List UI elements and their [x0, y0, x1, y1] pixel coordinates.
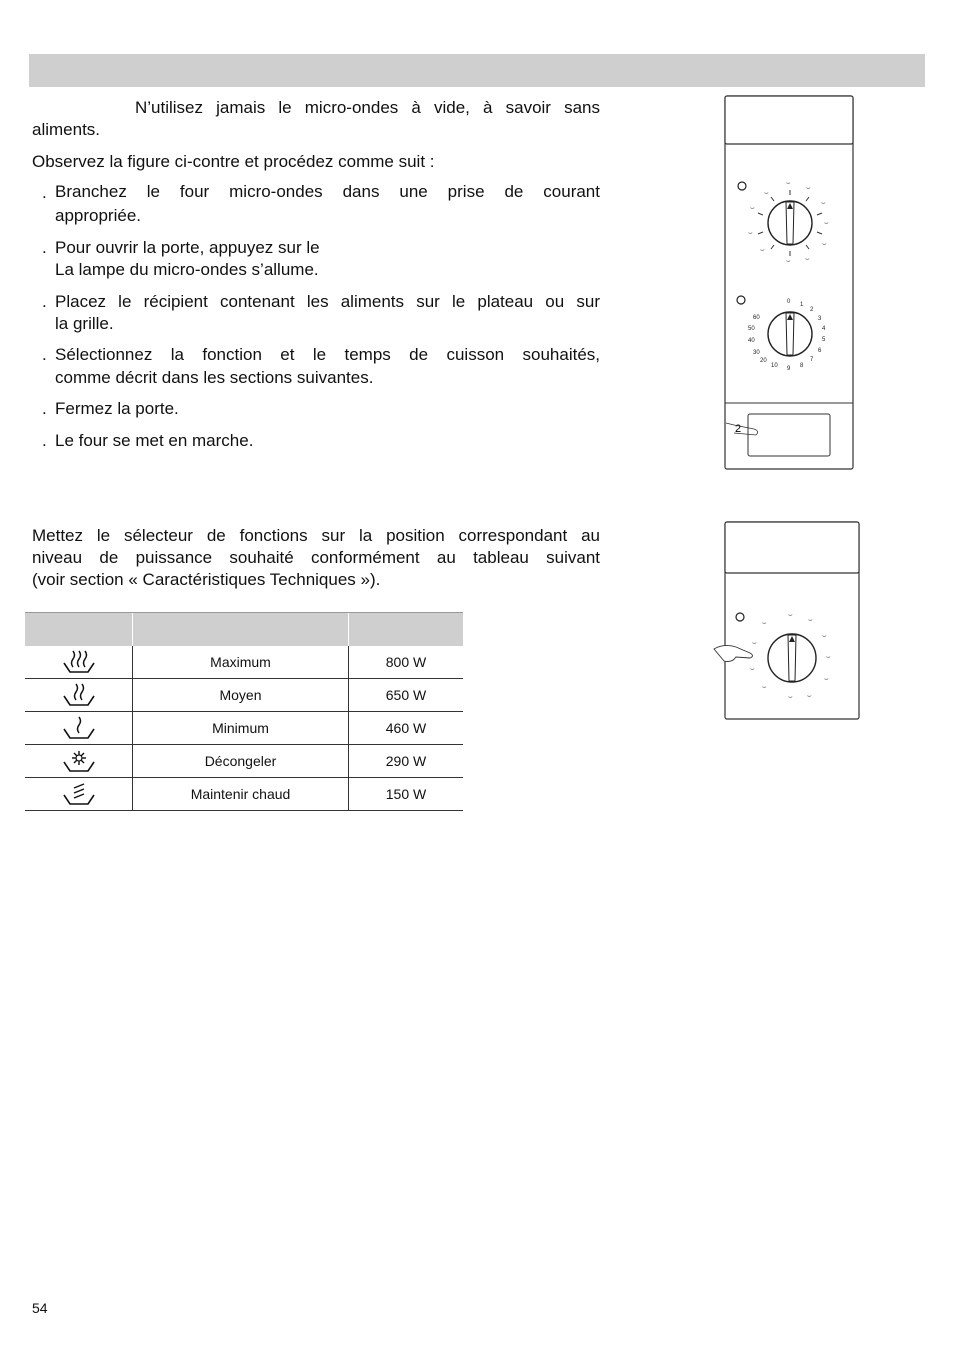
timer-label: 1	[800, 302, 804, 308]
button-number-label: 2	[735, 423, 742, 435]
table-row	[25, 778, 463, 811]
table-cell-power: 290 W	[349, 745, 464, 778]
step-bullet: .	[42, 345, 47, 364]
table-cell-level: Maintenir chaud	[133, 778, 349, 811]
step-4-line2: comme décrit dans les sections suivantes.	[55, 368, 374, 387]
svg-text:⌣: ⌣	[786, 257, 791, 265]
table-cell-icon	[25, 778, 133, 811]
step-5-line1: Fermez la porte.	[55, 399, 179, 418]
timer-label: 2	[810, 307, 814, 313]
svg-text:⌣: ⌣	[821, 199, 826, 207]
table-row	[25, 646, 463, 679]
table-header-cell	[133, 613, 349, 647]
control-panel-figure	[720, 95, 860, 471]
svg-text:⌣: ⌣	[822, 632, 827, 640]
timer-label: 0	[787, 299, 791, 305]
heat-min-icon	[61, 713, 97, 741]
table-cell-level: Minimum	[133, 712, 349, 745]
warning-text-continued: aliments.	[32, 120, 101, 139]
svg-text:⌣: ⌣	[822, 240, 827, 248]
timer-label: 50	[748, 326, 755, 332]
observe-instruction: Observez la figure ci-contre et procédez comme suit :	[32, 152, 435, 171]
timer-label: 4	[822, 326, 826, 332]
svg-text:⌣: ⌣	[752, 639, 757, 647]
table-row	[25, 745, 463, 778]
panel-display	[725, 96, 853, 144]
svg-text:⌣: ⌣	[786, 179, 791, 187]
svg-text:⌣: ⌣	[788, 611, 793, 619]
step-3-line1: Placez le récipient contenant les aliments sur le plateau ou sur	[55, 292, 600, 311]
power-level-table	[25, 612, 463, 811]
table-header-cell	[349, 613, 464, 647]
timer-label: 10	[771, 363, 778, 369]
table-header-cell	[25, 613, 133, 647]
svg-text:⌣: ⌣	[824, 219, 829, 227]
svg-text:⌣: ⌣	[788, 693, 793, 701]
step-6-line1: Le four se met en marche.	[55, 431, 254, 450]
power-instruction-line1: Mettez le sélecteur de fonctions sur la position correspondant au	[32, 526, 600, 545]
step-bullet: .	[42, 399, 47, 418]
panel-outline	[725, 96, 853, 469]
timer-label: 8	[800, 363, 804, 369]
table-cell-icon	[25, 679, 133, 712]
table-cell-level: Décongeler	[133, 745, 349, 778]
defrost-icon	[61, 746, 97, 774]
table-cell-power: 460 W	[349, 712, 464, 745]
timer-label: 5	[822, 337, 826, 343]
step-1-line2: appropriée.	[55, 206, 142, 225]
step-bullet: .	[42, 238, 47, 257]
table-cell-icon	[25, 646, 133, 679]
warning-text: N’utilisez jamais le micro-ondes à vide, à savoir sans	[135, 98, 600, 117]
timer-label: 7	[810, 357, 814, 363]
svg-text:⌣: ⌣	[750, 665, 755, 673]
keep-warm-icon	[61, 779, 97, 807]
table-cell-power: 800 W	[349, 646, 464, 679]
step-bullet: .	[42, 431, 47, 450]
svg-text:⌣: ⌣	[808, 616, 813, 624]
timer-label: 20	[760, 358, 767, 364]
svg-text:⌣: ⌣	[762, 619, 767, 627]
timer-label: 3	[818, 316, 822, 322]
panel-display	[725, 522, 859, 573]
table-cell-power: 650 W	[349, 679, 464, 712]
heat-max-icon	[61, 647, 97, 675]
step-bullet: .	[42, 183, 47, 202]
section-header-bar	[29, 54, 925, 87]
svg-text:⌣: ⌣	[824, 675, 829, 683]
step-bullet: .	[42, 292, 47, 311]
step-3-line2: la grille.	[55, 314, 114, 333]
table-cell-power: 150 W	[349, 778, 464, 811]
svg-text:⌣: ⌣	[760, 246, 765, 254]
table-row	[25, 712, 463, 745]
timer-label: 40	[748, 338, 755, 344]
svg-text:⌣: ⌣	[807, 692, 812, 700]
function-selector-figure	[712, 521, 864, 723]
step-1-line1: Branchez le four micro-ondes dans une prise de courant	[55, 182, 600, 201]
timer-label: 9	[787, 366, 791, 372]
svg-text:⌣: ⌣	[806, 184, 811, 192]
door-open-button	[748, 414, 830, 456]
timer-label: 6	[818, 348, 822, 354]
step-2-line1: Pour ouvrir la porte, appuyez sur le	[55, 238, 320, 257]
power-instruction-line2: niveau de puissance souhaité conformément au tableau suivant	[32, 548, 600, 567]
table-header-row	[25, 613, 463, 647]
step-2-line2: La lampe du micro-ondes s’allume.	[55, 260, 319, 279]
svg-text:⌣: ⌣	[805, 255, 810, 263]
power-instruction-line3: (voir section « Caractéristiques Techniques »).	[32, 570, 381, 589]
svg-text:⌣: ⌣	[762, 683, 767, 691]
heat-medium-icon	[61, 680, 97, 708]
table-cell-level: Maximum	[133, 646, 349, 679]
svg-text:⌣: ⌣	[748, 229, 753, 237]
table-cell-icon	[25, 745, 133, 778]
svg-text:⌣: ⌣	[750, 204, 755, 212]
page-number: 54	[32, 1300, 48, 1316]
table-row	[25, 679, 463, 712]
table-cell-level: Moyen	[133, 679, 349, 712]
step-4-line1: Sélectionnez la fonction et le temps de cuisson souhaités,	[55, 345, 600, 364]
timer-label: 60	[753, 315, 760, 321]
svg-text:⌣: ⌣	[764, 189, 769, 197]
svg-text:⌣: ⌣	[826, 653, 831, 661]
timer-label: 30	[753, 350, 760, 356]
table-cell-icon	[25, 712, 133, 745]
